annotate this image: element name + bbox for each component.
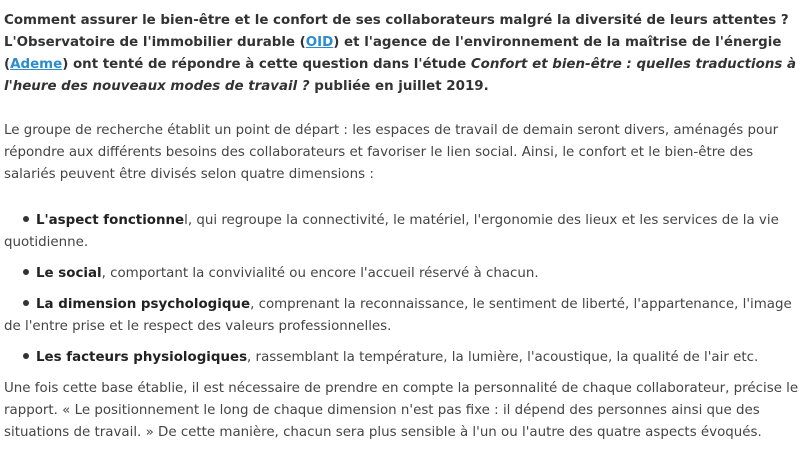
list-item-text: , rassemblant la température, la lumière, l'acoustique, la qualité de l'air etc.	[247, 350, 759, 365]
list-item-bold: La dimension psychologique	[36, 297, 251, 312]
list-item-bold: L'aspect fonctionne	[36, 213, 185, 228]
list-item-text: , comprenant la reconnaissance, le sentiment de liberté, l'appartenance, l'image de l'entre prise et le respect des valeurs professionnelles.	[4, 297, 792, 334]
list-item-psychological	[4, 294, 804, 338]
intro-text-b: ) et l'agence de l'environnement de la maîtrise de l'énergie (	[4, 35, 782, 72]
oid-link[interactable]: OID	[305, 35, 334, 50]
list-item-bold: Le social	[36, 266, 102, 281]
list-item-functional	[4, 210, 804, 254]
study-title: Confort et bien-être : quelles traductions à l'heure des nouveaux modes de travail ?	[4, 57, 797, 94]
bullet-icon	[23, 216, 29, 222]
paragraph-research-group: Le groupe de recherche établit un point de départ : les espaces de travail de demain seront divers, aménagés pour répondre aux différents besoins des collaborateurs et favoriser le lien social. Ainsi, le confort et le bien-être des salariés peuvent être divisés selon quatre dimensions :	[4, 123, 779, 182]
list-item-physiological	[4, 347, 804, 369]
intro-question: Comment assurer le bien-être et le confort de ses collaborateurs malgré la diversité de leurs attentes ?	[4, 13, 789, 28]
list-item-bold: Les facteurs physiologiques	[36, 350, 248, 365]
dimensions-list	[4, 210, 804, 369]
bullet-icon	[23, 269, 29, 275]
list-item-text: l, qui regroupe la connectivité, le matériel, l'ergonomie des lieux et les services de la vie quotidienne.	[4, 213, 779, 250]
intro-text-a: L'Observatoire de l'immobilier durable (	[4, 35, 306, 50]
intro-text-c: ) ont tenté de répondre à cette question dans l'étude	[62, 57, 471, 72]
intro-paragraph	[4, 10, 804, 98]
bullet-icon	[23, 353, 29, 359]
ademe-link[interactable]: Ademe	[10, 57, 63, 72]
list-item-social	[4, 263, 804, 285]
intro-text-d: publiée en juillet 2019.	[309, 79, 489, 94]
bullet-icon	[23, 300, 29, 306]
list-item-text: , comportant la convivialité ou encore l'accueil réservé à chacun.	[101, 266, 539, 281]
paragraph-personality: Une fois cette base établie, il est nécessaire de prendre en compte la personnalité de chaque collaborateur, précise le rapport. « Le positionnement le long de chaque dimension n'est pas fixe : il dépend des personnes ainsi que des situations de travail. » De cette manière, chacun sera plus sensible à l'un ou l'autre des quatre aspects évoqués.	[4, 381, 799, 440]
